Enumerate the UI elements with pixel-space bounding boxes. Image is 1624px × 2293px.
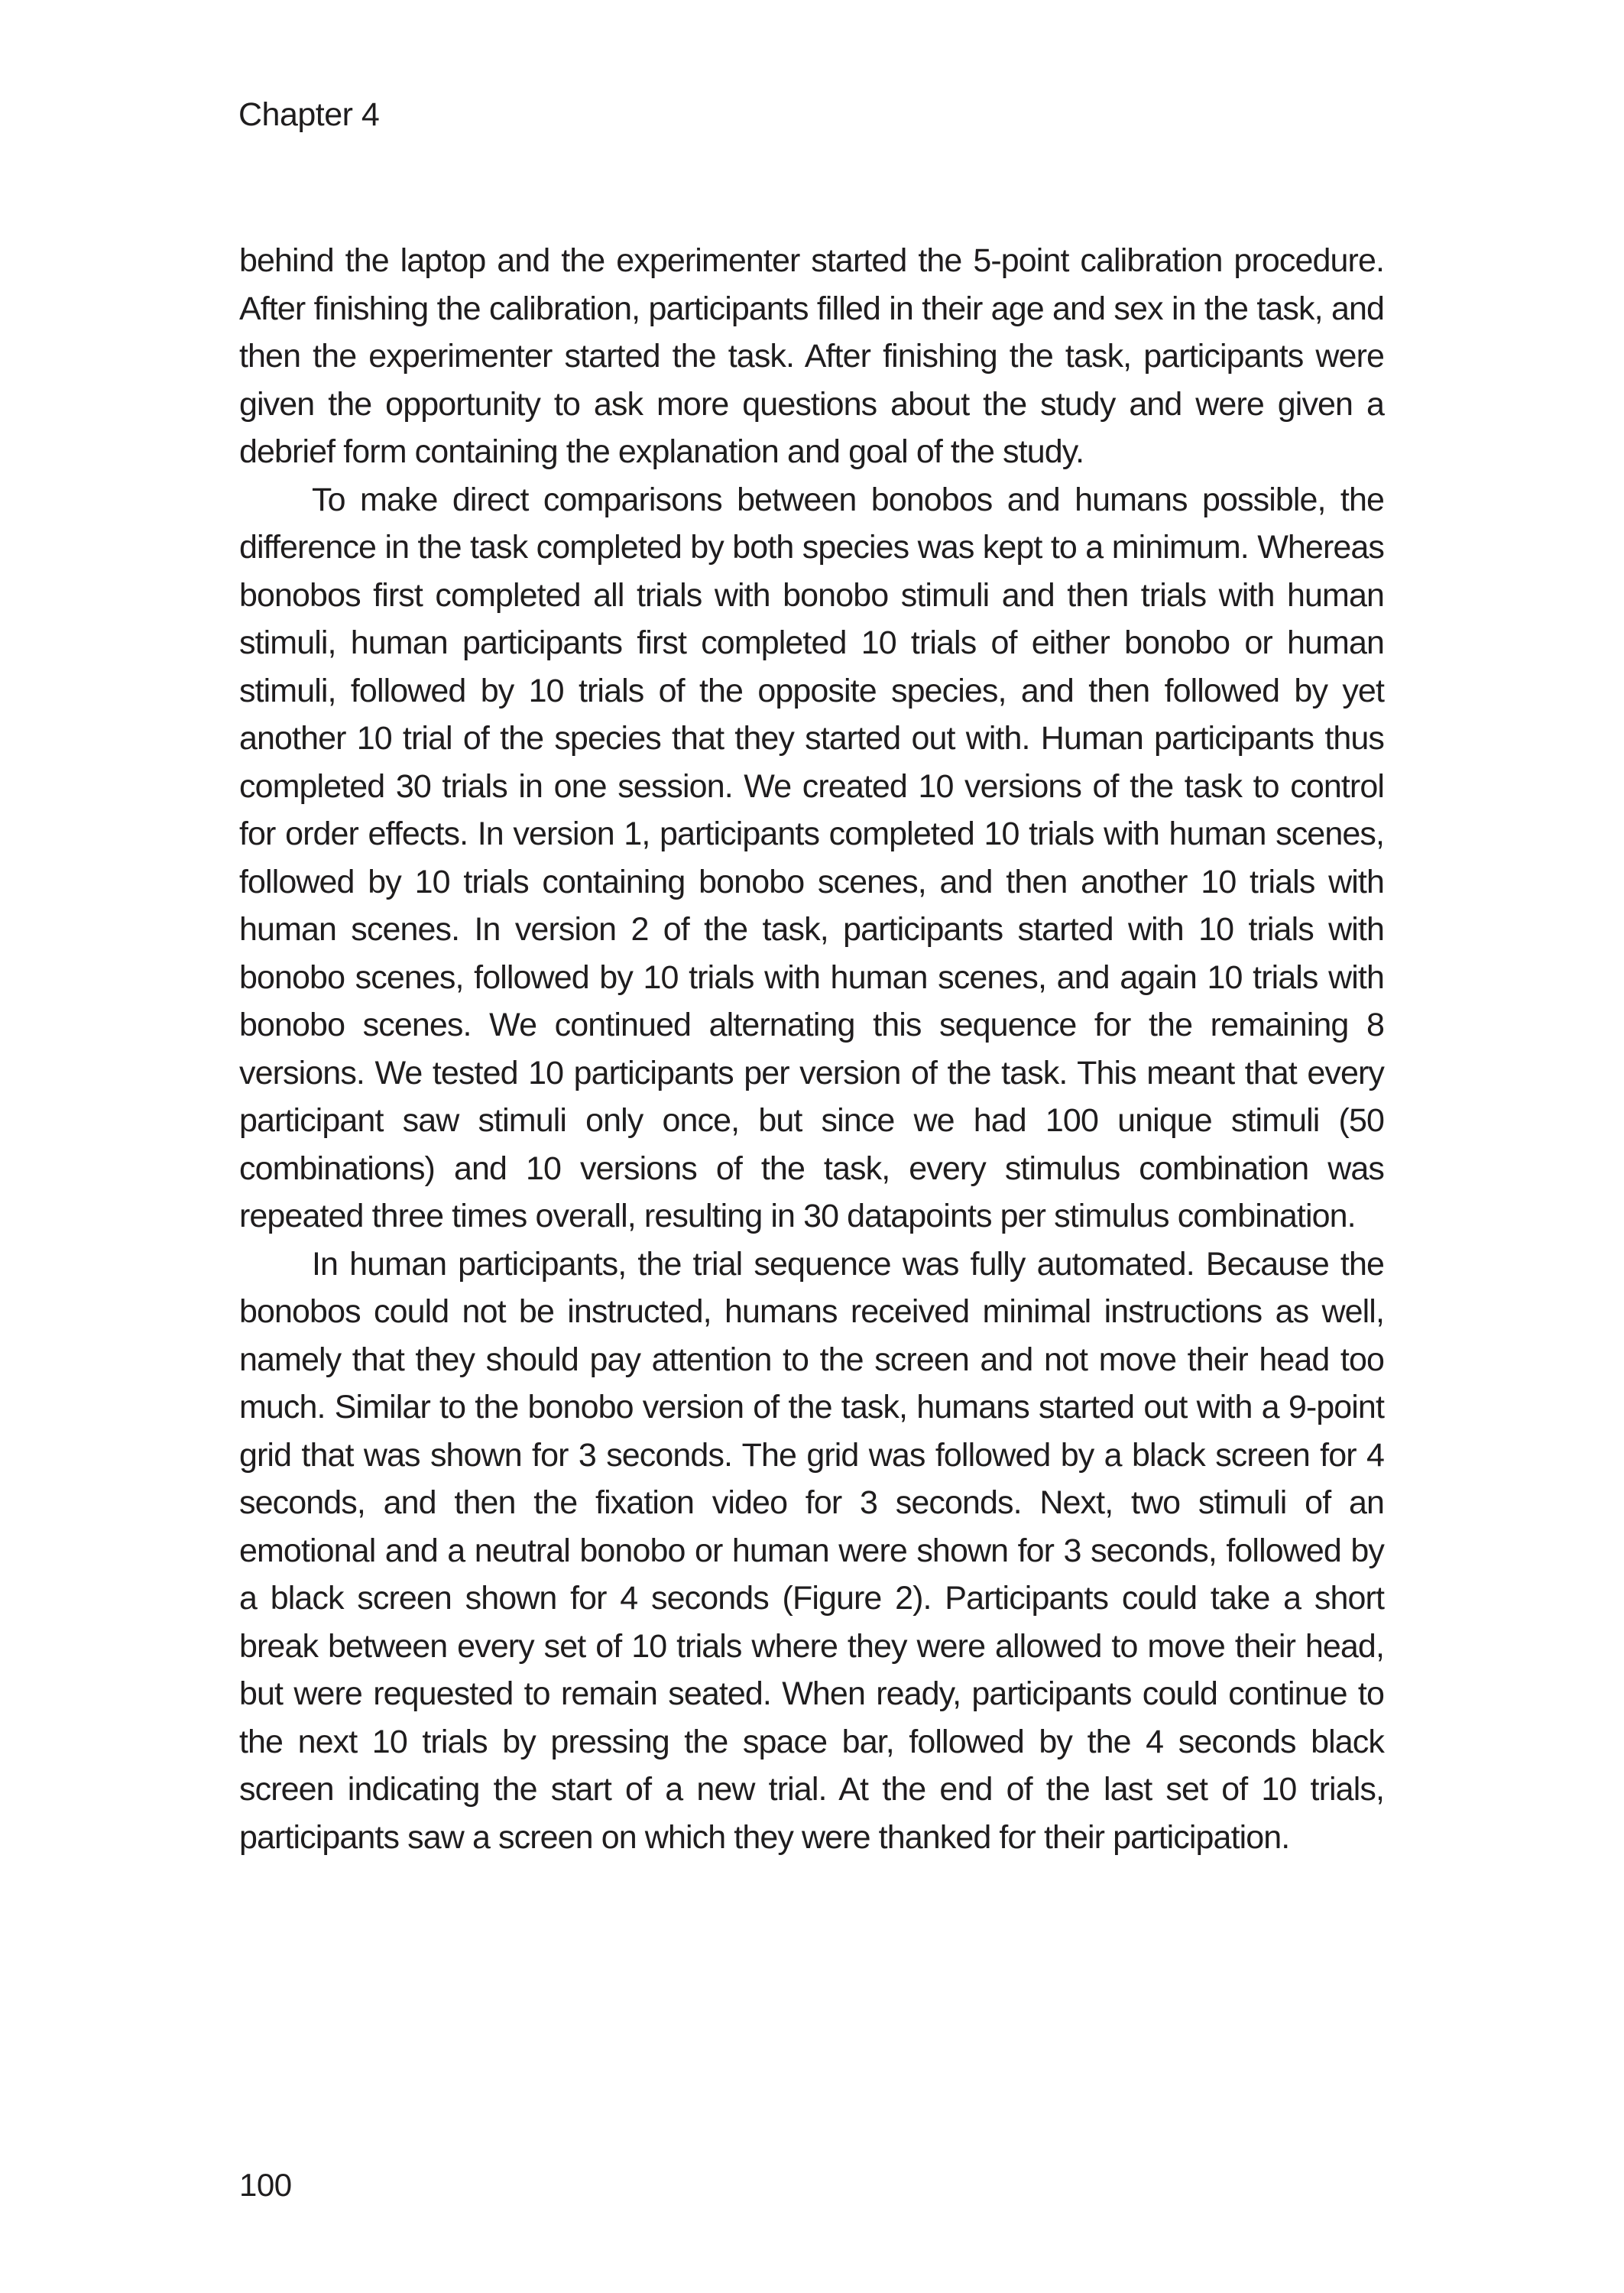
body-paragraph-3: In human participants, the trial sequence was fully automated. Because the bonobos could not be instructed, humans received minimal instructions as well, namely that they should pay attention to the screen and not move their head too much. Similar to the bonobo version of the task, humans started out with a 9-point grid that was shown for 3 seconds. The grid was followed by a black screen for 4 seconds, and then the fixation video for 3 seconds. Next, two stimuli of an emotional and a neutral bonobo or human were shown for 3 seconds, followed by a black screen shown for 4 seconds (Figure 2). Participants could take a short break between every set of 10 trials where they were allowed to move their head, but were requested to remain seated. When ready, participants could continue to the next 10 trials by pressing the space bar, followed by the 4 seconds black screen indicating the start of a new trial. At the end of the last set of 10 trials, participants saw a screen on which they were thanked for their participation. xyxy=(239,1245,1384,1856)
chapter-header: Chapter 4 xyxy=(238,96,380,133)
body-paragraph-2: To make direct comparisons between bonobos and humans possible, the difference in the task completed by both species was kept to a minimum. Whereas bonobos first completed all trials with bonobo stimuli and then trials with human stimuli, human participants first completed 10 trials of either bonobo or human stimuli, followed by 10 trials of the opposite species, and then followed by yet another 10 trial of the species that they started out with. Human participants thus completed 30 trials in one session. We created 10 versions of the task to control for order effects. In version 1, participants completed 10 trials with human scenes, followed by 10 trials containing bonobo scenes, and then another 10 trials with human scenes. In version 2 of the task, participants started with 10 trials with bonobo scenes, followed by 10 trials with human scenes, and again 10 trials with bonobo scenes. We continued alternating this sequence for the remaining 8 versions. We tested 10 participants per version of the task. This meant that every participant saw stimuli only once, but since we had 100 unique stimuli (50 combinations) and 10 versions of the task, every stimulus combination was repeated three times overall, resulting in 30 datapoints per stimulus combination. xyxy=(239,481,1384,1234)
body-text xyxy=(239,237,1384,1861)
page-number: 100 xyxy=(239,2167,292,2203)
body-paragraph-1: behind the laptop and the experimenter started the 5-point calibration procedure. After finishing the calibration, participants filled in their age and sex in the task, and then the experimenter started the task. After finishing the task, participants were given the opportunity to ask more questions about the study and were given a debrief form containing the explanation and goal of the study. xyxy=(239,242,1384,470)
